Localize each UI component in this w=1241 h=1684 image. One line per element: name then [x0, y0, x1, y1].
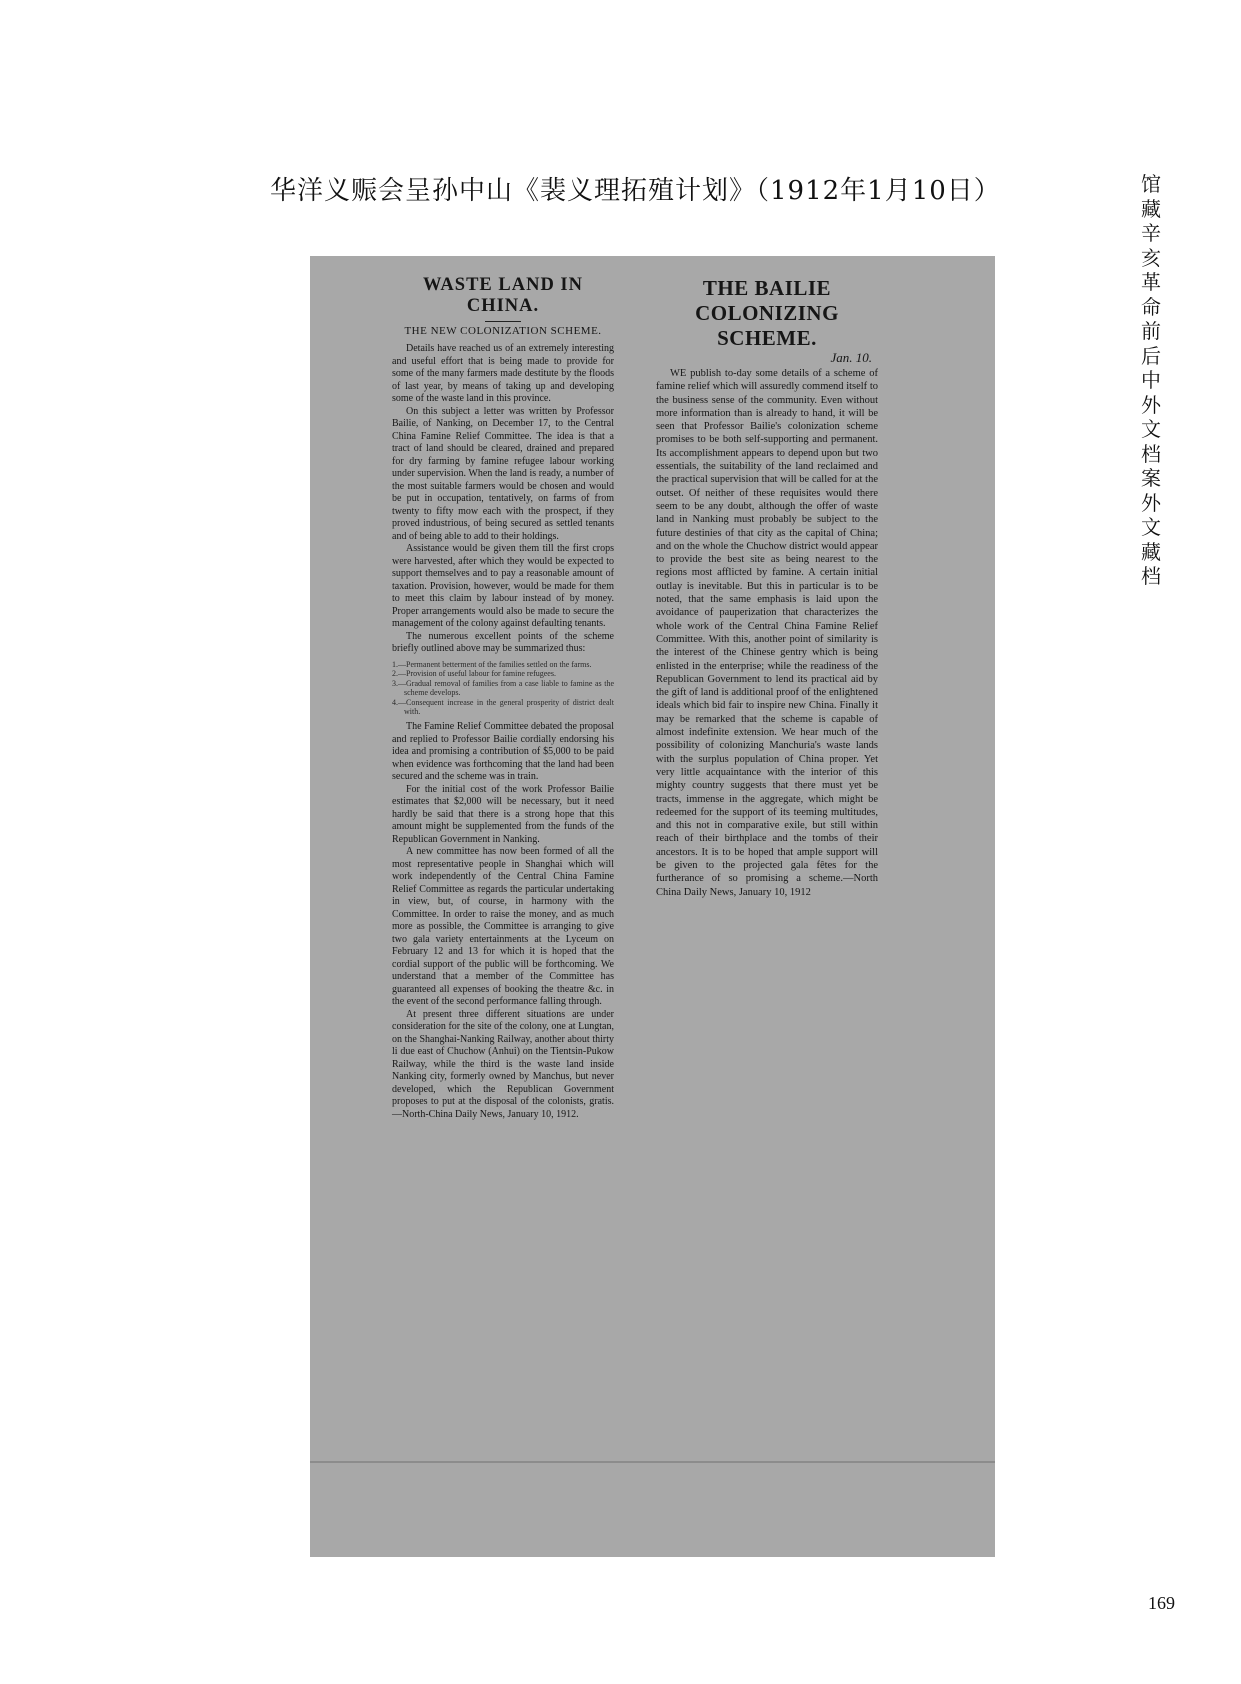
article-paragraph: At present three different situations are under consideration for the site of the colony, one at Lungtan, on the Shanghai-Nanking Railway, another about thirty li due east of Chuchow (Anhui) on the Tientsin-Pukow Railway, while the third is the waste land inside Nanking city, formerly owned by Manchus, but never developed, which the Republican Government proposes to put at the disposal of the colonists, gratis.—North-China Daily News, January 10, 1912.: [392, 1008, 614, 1120]
headline-divider: [485, 321, 521, 322]
summary-list: [392, 660, 614, 718]
right-article: [656, 256, 878, 899]
right-article-dateline: Jan. 10.: [830, 350, 872, 365]
summary-item: 4.—Consequent increase in the general prosperity of district dealt with.: [392, 697, 614, 717]
page-title: 华洋义赈会呈孙中山《裴义理拓殖计划》（1912年1月10日）: [270, 176, 1001, 206]
summary-item: 1.—Permanent betterment of the families settled on the farms.: [392, 659, 592, 669]
left-article: [392, 256, 614, 1121]
left-article-headline: WASTE LAND IN CHINA.: [422, 275, 583, 316]
article-paragraph: Assistance would be given them till the first crops were harvested, after which they would be expected to support themselves and to pay a reasonable amount of taxation. Provision, however, would be made for them to meet this claim by labour instead of by money. Proper arrangements would also be made to secure the management of the colony against defaulting tenants.: [392, 543, 614, 629]
article-paragraph: The numerous excellent points of the scheme briefly outlined above may be summarized thus:: [392, 630, 614, 654]
summary-item: 2.—Provision of useful labour for famine refugees.: [392, 669, 556, 679]
article-paragraph: WE publish to-day some details of a scheme of famine relief which will assuredly commend itself to the business sense of the community. Even without more information than is already to hand, it will be seen that Professor Bailie's colonization scheme promises to be both self-supporting and permanent. Its accomplishment appears to depend upon but two essentials, the suitability of the land reclaimed and the practical supervision that will be called for at the outset. Of neither of these requisites would there seem to be any doubt, although the offer of waste land in Nanking must probably be subject to the future destinies of that city as the capital of China; and on the whole the Chuchow district would appear to provide the best site as being nearest to the regions most afflicted by famine. A certain initial outlay is inevitable. But this in particular is to be noted, that the same emphasis is laid upon the avoidance of pauperization that characterizes the whole work of the Central China Famine Relief Committee. With this, another point of similarity is the interest of the Chinese gentry which is being enlisted in the enterprise; while the readiness of the Republican Government to lend its practical aid by the gift of land is additional proof of the enlightened ideals which bid fair to inspire new China. Finally it may be remarked that the scheme is capable of almost indefinite extension. We hear much of the possibility of colonizing Manchuria's waste lands with the surplus population of China proper. Yet very little acquaintance with the interior of this mighty country suggests that there must yet be tracts, immense in the aggregate, which might be redeemed for the support of its teeming multitudes, and this not in comparative exile, but still within reach of their birthplace and the tombs of their ancestors. It is to be hoped that ample support will be given to the projected gala fêtes for the furtherance of so promising a scheme.—North China Daily News, January 10, 1912: [656, 368, 878, 898]
page-number: 169: [1148, 1593, 1175, 1613]
article-paragraph: For the initial cost of the work Professor Bailie estimates that $2,000 will be necessary, but it need hardly be said that there is a strong hope that this amount might be supplemented from the funds of the Republican Government in Nanking.: [392, 783, 614, 845]
article-paragraph: On this subject a letter was written by Professor Bailie, of Nanking, on December 17, to the Central China Famine Relief Committee. The idea is that a tract of land should be cleared, drained and prepared for dry farming by famine refugee labour working under supervision. When the land is ready, a number of the most suitable farmers would be chosen and would be put in occupation, tentatively, on farms of from twenty to fifty mow each with the prospect, if they proved industrious, of being secured as settled tenants and of being able to add to their holdings.: [392, 405, 614, 542]
left-article-body-before: [392, 343, 614, 656]
article-paragraph: The Famine Relief Committee debated the proposal and replied to Professor Bailie cordially endorsing his idea and promising a contribution of $5,000 to be paid when evidence was forthcoming that the land had been secured and the scheme was in train.: [392, 721, 614, 783]
left-article-body-after: [392, 721, 614, 1121]
side-title: 馆藏辛亥革命前后中外文档案 外文藏档: [1141, 172, 1161, 588]
summary-item: 3.—Gradual removal of families from a case liable to famine as the scheme develops.: [392, 678, 614, 698]
right-article-body: [656, 367, 878, 899]
article-paragraph: A new committee has now been formed of all the most representative people in Shanghai which will work independently of the Central China Famine Relief Committee as regards the particular undertaking in view, but, of course, in harmony with the Committee. In order to raise the money, and as much more as possible, the Committee is arranging to give two gala variety entertainments at the Lyceum on February 12 and 13 for which it is hoped that the cordial support of the public will be forthcoming. We understand that a member of the Committee has guaranteed all expenses of booking the theatre &c. in the event of the second performance falling through.: [392, 846, 614, 1008]
article-paragraph: Details have reached us of an extremely interesting and useful effort that is being made to provide for some of the many farmers made destitute by the floods of last year, by means of taking up and developing some of the waste land in this province.: [392, 343, 614, 404]
right-article-headline: THE BAILIE COLONIZING SCHEME.: [695, 276, 839, 350]
left-article-subheadline: THE NEW COLONIZATION SCHEME.: [404, 325, 602, 337]
newspaper-clipping: [310, 256, 995, 1557]
